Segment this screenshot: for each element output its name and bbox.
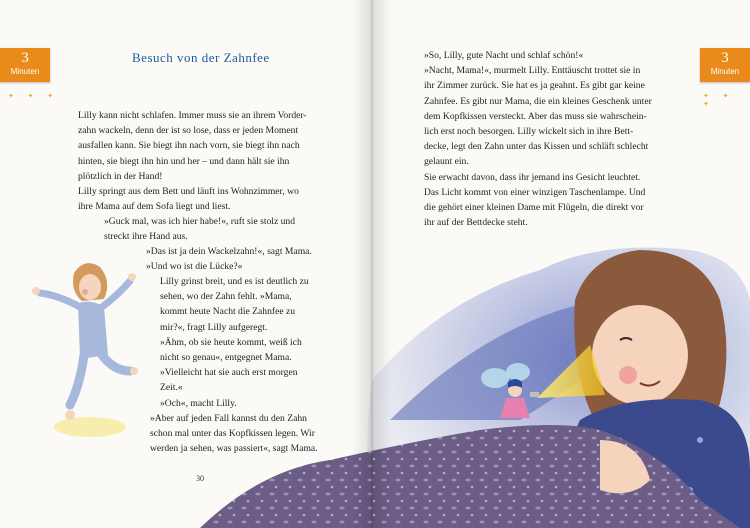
- text-line: mir?«, fragt Lilly aufgeregt.: [160, 321, 268, 333]
- text-line: ausfallen kann. Sie biegt ihn nach vorn, sie biegt ihn nach: [78, 140, 300, 152]
- text-line: Lilly springt aus dem Bett und läuft ins Wohnzimmer, wo: [78, 186, 299, 198]
- page-number: 30: [196, 474, 204, 483]
- left-paragraph-1: [78, 108, 323, 214]
- reading-time-tab-right: [700, 48, 750, 82]
- right-paragraph: [424, 48, 672, 230]
- text-line: »Och«, macht Lilly.: [160, 397, 237, 409]
- text-line: sehen, wo der Zahn fehlt. »Mama,: [160, 291, 292, 303]
- reading-time-unit: Minuten: [10, 67, 40, 76]
- text-line: »Guck mal, was ich hier habe!«, ruft sie stolz und: [104, 216, 296, 227]
- left-paragraph-3: [146, 244, 323, 274]
- text-line: ihre Mama auf dem Sofa liegt und liest.: [78, 201, 231, 213]
- reading-time-number: 3: [721, 50, 729, 66]
- text-line: streckt ihre Hand aus.: [104, 231, 188, 243]
- story-title: Besuch von der Zahnfee: [132, 50, 270, 65]
- text-line: schon mal unter das Kopfkissen legen. Wir: [150, 428, 315, 440]
- text-line: kommt heute Nacht die Zahnfee zu: [160, 306, 296, 318]
- text-line: gelaunt ein.: [424, 156, 469, 168]
- text-line: Das Licht kommt von einer winzigen Taschenlampe. Und: [424, 186, 646, 198]
- dancing-girl-illustration: [30, 255, 140, 440]
- text-line: Sie erwacht davon, dass ihr jemand ins Gesicht leuchtet.: [424, 171, 641, 183]
- reading-time-number: 3: [21, 50, 29, 66]
- text-line: werden ja sehen, was passiert«, sagt Mama.: [150, 443, 318, 455]
- left-paragraph-5: [150, 411, 323, 457]
- left-paragraph-2: [104, 214, 323, 244]
- left-paragraph-4: [160, 274, 323, 411]
- text-line: »Und wo ist die Lücke?«: [146, 261, 243, 273]
- text-line: plötzlich in der Hand!: [78, 170, 163, 182]
- text-line: Zeit.«: [160, 382, 183, 394]
- text-line: hinten, sie biegt ihn hin und her – und dann hält sie ihn: [78, 155, 290, 167]
- text-line: »Nacht, Mama!«, murmelt Lilly. Enttäuscht trottet sie in: [424, 65, 641, 77]
- text-line: dem Kopfkissen versteckt. Aber das muss sie wahrschein-: [424, 110, 647, 122]
- text-line: »So, Lilly, gute Nacht und schlaf schön!«: [424, 50, 584, 61]
- text-line: »Vielleicht hat sie auch erst morgen: [160, 367, 298, 379]
- text-line: Zahnfee. Es gibt nur Mama, die ein kleines Geschenk unter: [424, 95, 652, 107]
- text-line: decke, legt den Zahn unter das Kissen und schläft schlecht: [424, 141, 649, 153]
- reading-time-tab-left: [0, 48, 50, 82]
- text-line: nicht so genau«, entgegnet Mama.: [160, 352, 292, 364]
- text-line: ihr Zimmer zurück. Sie hat es ja geahnt. Es gibt gar keine: [424, 80, 645, 92]
- text-line: ihr auf der Bettdecke steht.: [424, 217, 528, 229]
- reading-time-unit: Minuten: [710, 67, 740, 76]
- text-line: die gehört einer kleinen Dame mit Flügeln, die direkt vor: [424, 202, 644, 214]
- text-line: »Ähm, ob sie heute kommt, weiß ich: [160, 336, 302, 348]
- text-line: Lilly grinst breit, und es ist deutlich zu: [160, 276, 309, 287]
- book-gutter: [352, 0, 392, 528]
- star-decoration-left: ✦ ✦ ✦: [8, 92, 60, 100]
- text-line: »Das ist ja dein Wackelzahn!«, sagt Mama.: [146, 246, 312, 257]
- text-line: lich erst noch besorgen. Lilly wickelt sich in ihre Bett-: [424, 126, 634, 138]
- text-line: »Aber auf jeden Fall kannst du den Zahn: [150, 413, 307, 424]
- text-line: Lilly kann nicht schlafen. Immer muss sie an ihrem Vorder-: [78, 110, 307, 121]
- text-line: zahn wackeln, denn der ist so lose, dass er jeden Moment: [78, 125, 299, 137]
- star-decoration-right: ✦ ✦ ✦: [703, 92, 735, 108]
